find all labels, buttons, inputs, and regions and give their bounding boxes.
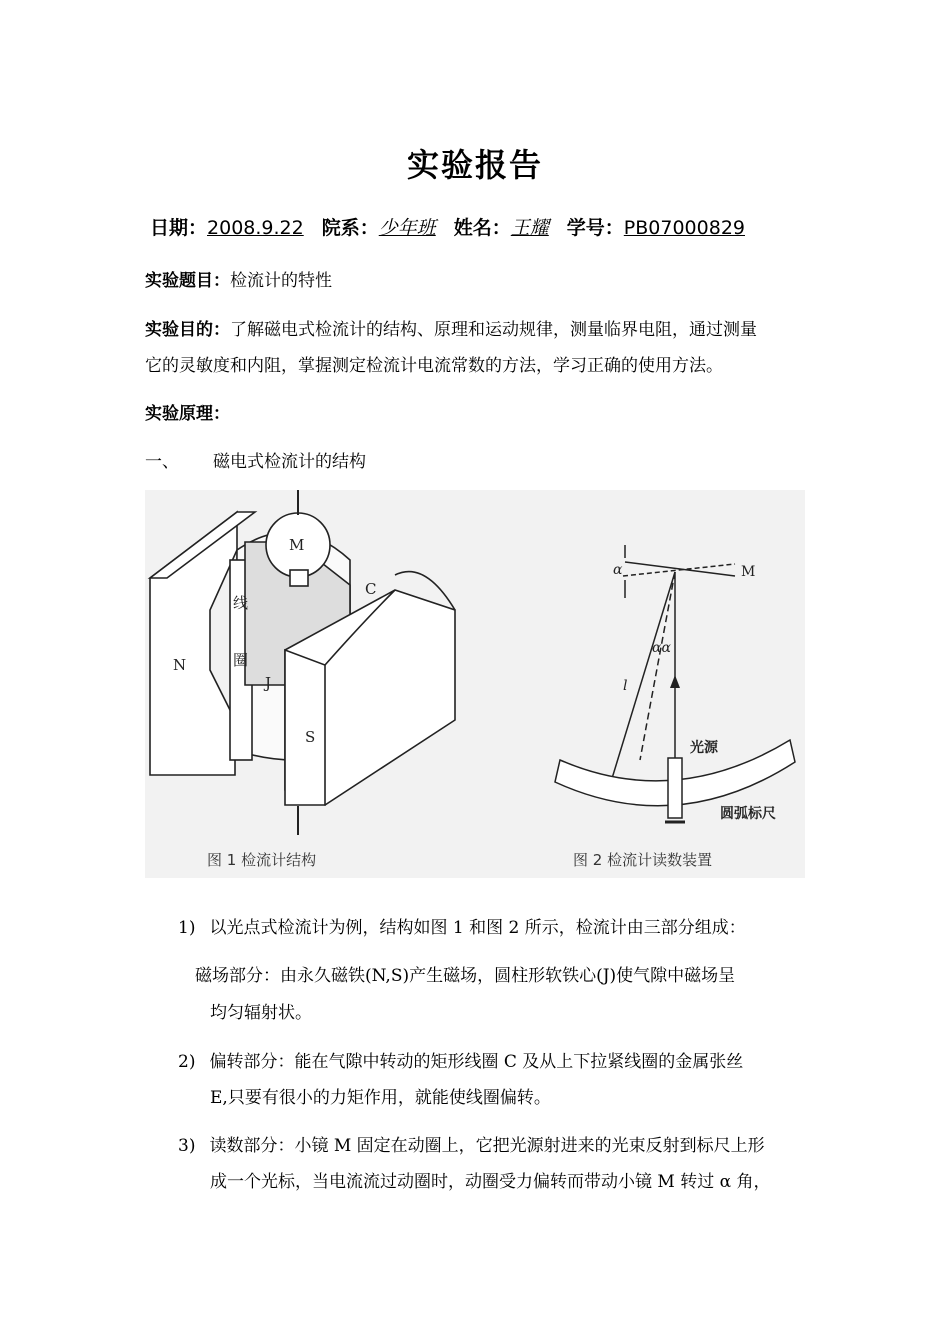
fig1-caption: 图 1 检流计结构 [207, 851, 317, 869]
label-alpha-alpha: αα [652, 640, 671, 656]
section-1-heading [145, 447, 366, 472]
mirror-holder [290, 570, 308, 586]
purpose-line-2: 它的灵敏度和内阻，掌握测定检流计电流常数的方法，学习正确的使用方法。 [145, 356, 723, 376]
date-label: 日期： [150, 217, 208, 239]
dept-label: 院系： [321, 217, 379, 239]
item-3-number: 3) [178, 1136, 196, 1156]
topic-line [145, 266, 332, 291]
normal-line [640, 572, 675, 760]
id-value: PB07000829 [623, 217, 745, 239]
reflected-beam [610, 572, 675, 785]
label-m2: M [741, 564, 756, 580]
label-m: M [289, 536, 305, 554]
label-coil-1: 线 [233, 594, 249, 612]
label-j: J [265, 674, 272, 692]
item-2-number: 2) [178, 1052, 196, 1072]
magnet-line-1: 磁场部分：由永久磁铁(N,S)产生磁场，圆柱形软铁心(J)使气隙中磁场呈 [195, 966, 736, 986]
label-alpha: α [613, 562, 623, 578]
light-source [668, 758, 682, 818]
id-label: 学号： [566, 217, 624, 239]
report-meta [150, 213, 810, 240]
name-label: 姓名： [453, 217, 511, 239]
name-value: 王耀 [510, 217, 549, 239]
item-2 [178, 1047, 743, 1072]
report-title: 实验报告 [406, 146, 543, 184]
label-c: C [365, 580, 377, 598]
figure-galvanometer [145, 490, 805, 878]
label-arc-scale: 圆弧标尺 [720, 806, 776, 822]
label-light-source: 光源 [690, 740, 718, 756]
label-coil-2: 圈 [233, 651, 249, 669]
item-3-text-1: 读数部分：小镜 M 固定在动圈上，它把光源射进来的光束反射到标尺上形 [209, 1136, 765, 1156]
beam-arrow [670, 675, 680, 688]
item-3 [178, 1131, 765, 1156]
item-2-text-1: 偏转部分：能在气隙中转动的矩形线圈 C 及从上下拉紧线圈的金属张丝 [209, 1052, 744, 1072]
label-s: S [305, 728, 316, 746]
item-2-line-2: E,只要有很小的力矩作用，就能使线圈偏转。 [210, 1088, 551, 1108]
date-value: 2008.9.22 [207, 217, 304, 239]
purpose-line-1 [145, 315, 757, 340]
principle-label: 实验原理： [145, 404, 230, 424]
figure-svg [145, 490, 805, 878]
item-3-line-2: 成一个光标，当电流流过动圈时，动圈受力偏转而带动小镜 M 转过 α 角， [210, 1172, 771, 1192]
topic-value: 检流计的特性 [230, 271, 332, 291]
purpose-text-1: 了解磁电式检流计的结构、原理和运动规律，测量临界电阻，通过测量 [230, 320, 757, 340]
topic-label: 实验题目： [145, 271, 230, 291]
label-n: N [173, 656, 187, 674]
section-1-number: 一、 [145, 452, 179, 472]
magnet-line-2: 均匀辐射状。 [210, 1003, 312, 1023]
label-l: l [623, 678, 628, 694]
item-1-number: 1) [178, 918, 196, 938]
item-1 [178, 913, 746, 938]
purpose-label: 实验目的： [145, 320, 230, 340]
fig2-caption: 图 2 检流计读数装置 [573, 851, 713, 869]
dept-value: 少年班 [378, 217, 436, 239]
section-1-title: 磁电式检流计的结构 [213, 452, 366, 472]
item-1-text: 以光点式检流计为例，结构如图 1 和图 2 所示，检流计由三部分组成： [209, 918, 746, 938]
